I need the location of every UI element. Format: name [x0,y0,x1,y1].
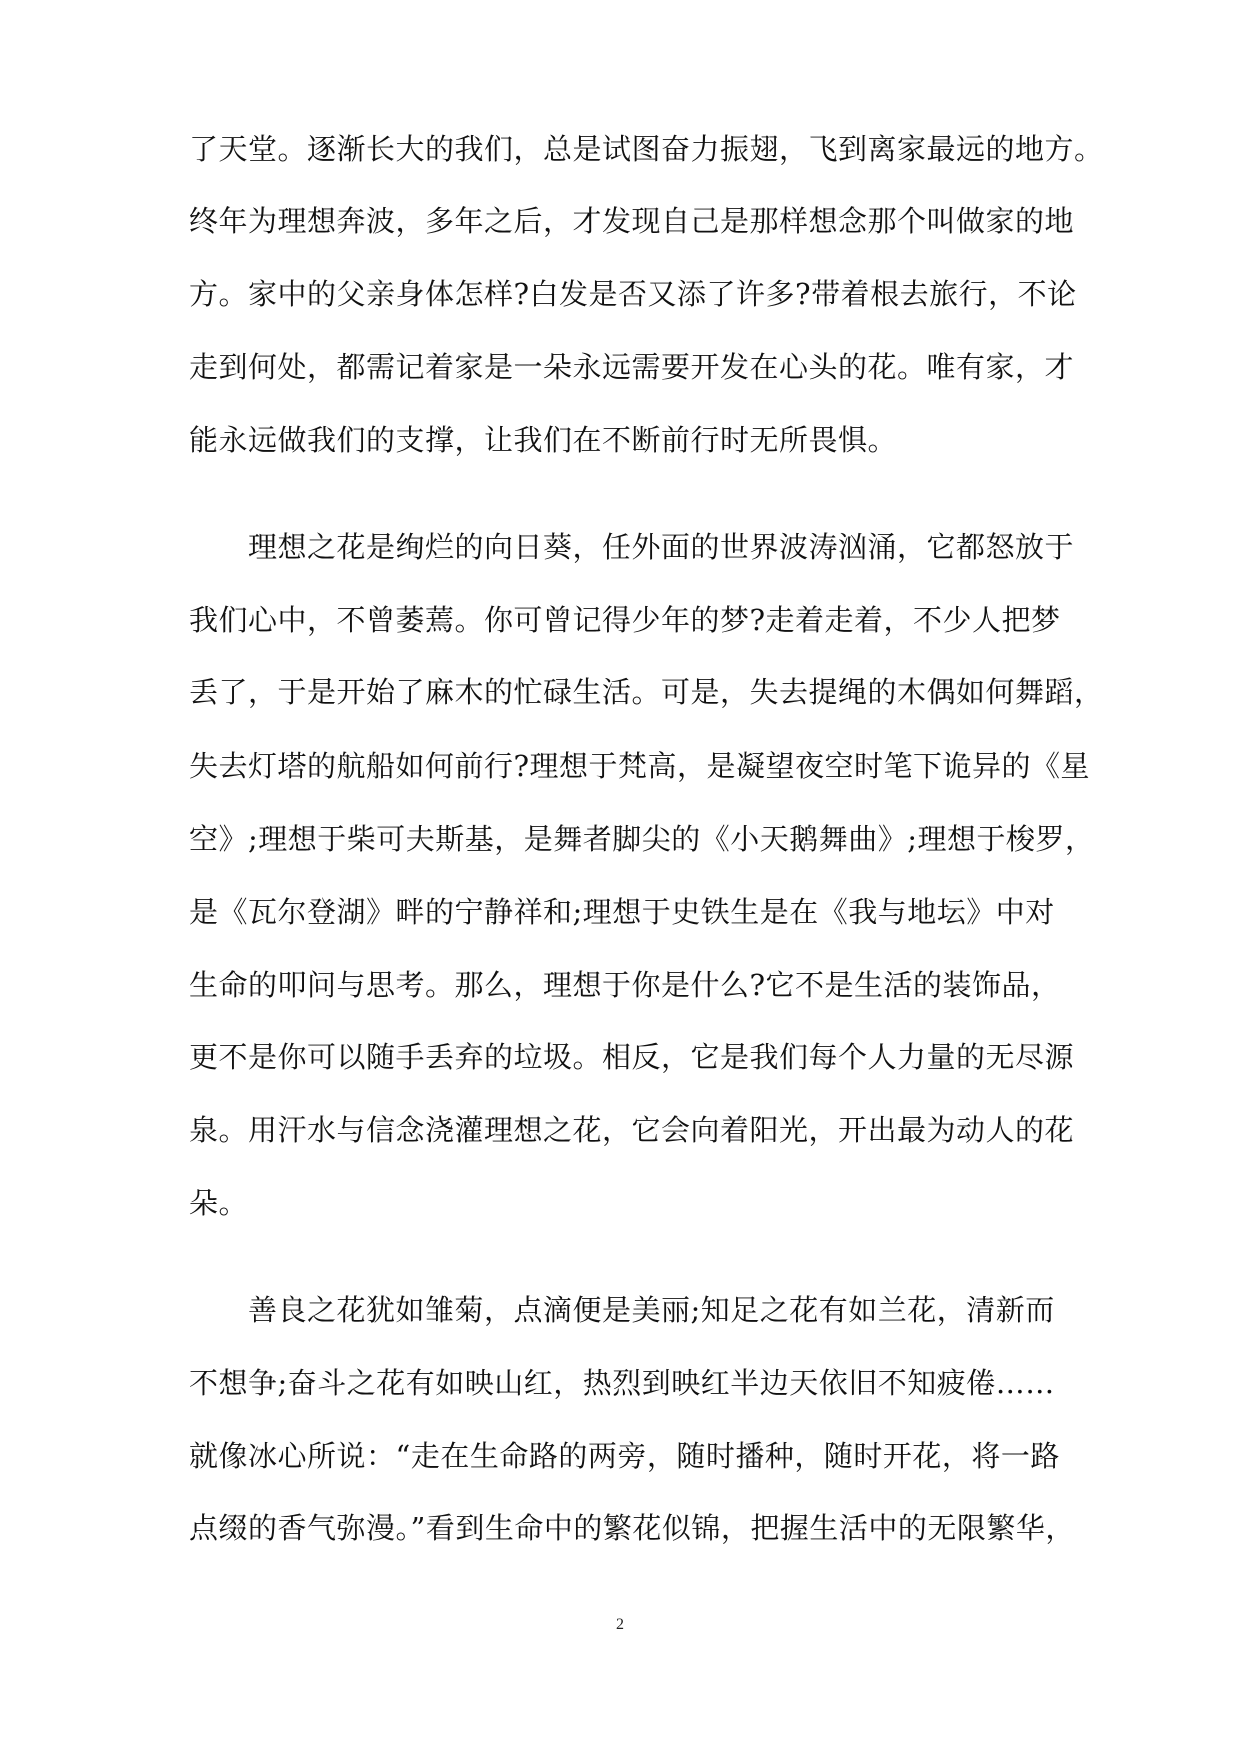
text-line: 是《瓦尔登湖》畔的宁静祥和;理想于史铁生是在《我与地坛》中对 [189,895,1055,929]
page-number: 2 [616,1616,624,1633]
text-line: 方。家中的父亲身体怎样?白发是否又添了许多?带着根去旅行，不论 [189,277,1077,311]
text-line: 理想之花是绚烂的向日葵，任外面的世界波涛汹涌，它都怒放于 [189,530,1075,564]
text-line: 就像冰心所说：“走在生命路的两旁，随时播种，随时开花，将一路 [189,1439,1060,1473]
text-line: 走到何处，都需记着家是一朵永远需要开发在心头的花。唯有家，才 [189,350,1075,384]
text-line: 了天堂。逐渐长大的我们，总是试图奋力振翅，飞到离家最远的地方。 [189,132,1104,166]
text-line: 泉。用汗水与信念浇灌理想之花，它会向着阳光，开出最为动人的花 [189,1113,1075,1147]
text-line: 更不是你可以随手丢弃的垃圾。相反，它是我们每个人力量的无尽源 [189,1040,1075,1074]
text-line: 善良之花犹如雏菊，点滴便是美丽;知足之花有如兰花，清新而 [189,1293,1055,1327]
text-line: 丢了，于是开始了麻木的忙碌生活。可是，失去提绳的木偶如何舞蹈， [189,675,1104,709]
text-line: 不想争;奋斗之花有如映山红，热烈到映红半边天依旧不知疲倦…… [189,1366,1055,1400]
text-line: 空》;理想于柴可夫斯基，是舞者脚尖的《小天鹅舞曲》;理想于梭罗， [189,822,1095,856]
text-line: 我们心中，不曾萎蔫。你可曾记得少年的梦?走着走着，不少人把梦 [189,603,1061,637]
text-line: 失去灯塔的航船如何前行?理想于梵高，是凝望夜空时笔下诡异的《星 [189,749,1091,783]
text-line: 朵。 [189,1186,249,1220]
text-line: 点缀的香气弥漫。”看到生命中的繁花似锦，把握生活中的无限繁华， [189,1511,1075,1545]
text-line: 生命的叩问与思考。那么，理想于你是什么?它不是生活的装饰品， [189,968,1061,1002]
text-line: 能永远做我们的支撑，让我们在不断前行时无所畏惧。 [189,423,898,457]
text-line: 终年为理想奔波，多年之后，才发现自己是那样想念那个叫做家的地 [189,204,1075,238]
